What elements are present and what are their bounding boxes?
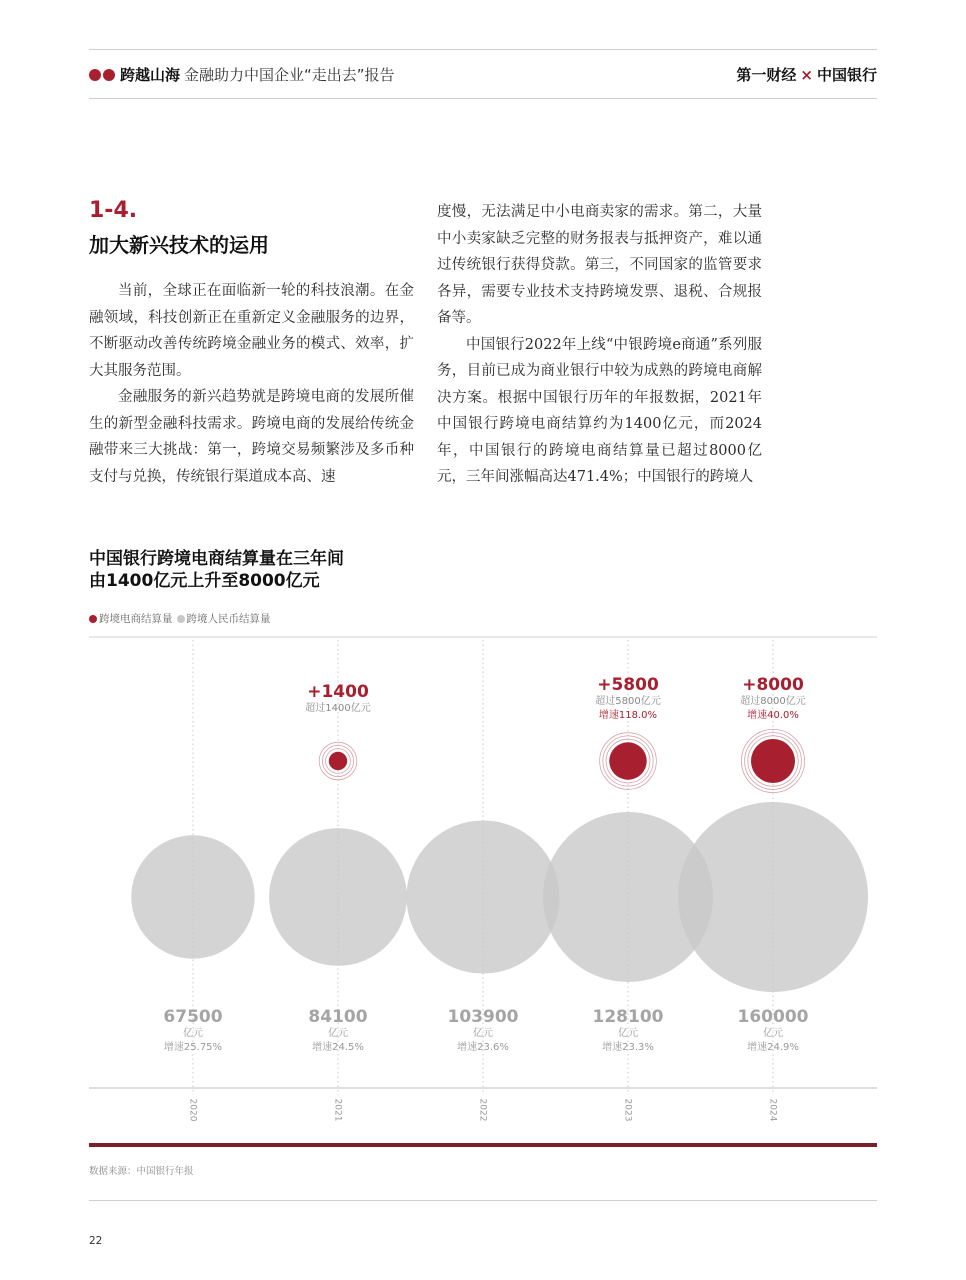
rmb-unit-2023: 亿元 — [618, 1028, 638, 1039]
ecom-bubble-2024 — [751, 739, 795, 783]
data-source: 数据来源：中国银行年报 — [89, 1166, 194, 1177]
legend-label: 跨境人民币结算量 — [186, 613, 271, 625]
rmb-unit-2022: 亿元 — [473, 1028, 493, 1039]
rmb-bubble-2024 — [678, 802, 868, 992]
partner-left: 第一财经 — [736, 66, 797, 84]
year-label-2021: 2021 — [332, 1098, 343, 1122]
page-number: 22 — [89, 1235, 103, 1247]
year-label-2023: 2023 — [622, 1098, 633, 1122]
chart-title-line2: 由1400亿元上升至8000亿元 — [89, 571, 320, 591]
legend-label: 跨境电商结算量 — [99, 613, 173, 625]
rmb-growth-2024: 增速24.9% — [747, 1042, 799, 1053]
rmb-growth-2023: 增速23.3% — [602, 1042, 654, 1053]
section-title: 加大新兴技术的运用 — [89, 233, 269, 257]
ecom-headline-2021: +1400 — [307, 682, 369, 702]
ecom-headline-2024: +8000 — [742, 675, 804, 695]
rmb-value-2024: 160000 — [737, 1007, 809, 1027]
section-number: 1-4. — [89, 198, 138, 223]
year-label-2024: 2024 — [767, 1098, 778, 1122]
ecom-bubble-2023 — [609, 742, 646, 779]
rmb-unit-2021: 亿元 — [328, 1028, 348, 1039]
partner-right: 中国银行 — [816, 66, 877, 84]
rmb-bubble-2021 — [269, 828, 407, 966]
footer-rule — [89, 1200, 877, 1201]
ecom-bubble-2021 — [329, 752, 347, 770]
ecom-note-2024: 超过8000亿元 — [740, 696, 806, 707]
report-title-rest: 金融助力中国企业“走出去”报告 — [184, 66, 395, 84]
rmb-value-2020: 67500 — [163, 1007, 223, 1027]
body-paragraph: 金融服务的新兴趋势就是跨境电商的发展所催生的新型金融科技需求。跨境电商的发展给传统金融带来三大挑战：第一，跨境交易频繁涉及多币种支付与兑换，传统银行渠道成本高、速 — [89, 389, 414, 485]
body-paragraph: 当前，全球正在面临新一轮的科技浪潮。在金融领域，科技创新正在重新定义金融服务的边界，不断驱动改善传统跨境金融业务的模式、效率，扩大其服务范围。 — [89, 283, 414, 379]
rmb-growth-2021: 增速24.5% — [312, 1042, 364, 1053]
rmb-value-2022: 103900 — [447, 1007, 519, 1027]
rmb-bubble-2022 — [406, 820, 559, 973]
rmb-growth-2020: 增速25.75% — [163, 1042, 223, 1053]
chart-title-line1: 中国银行跨境电商结算量在三年间 — [89, 549, 344, 569]
rmb-value-2023: 128100 — [592, 1007, 664, 1027]
ecom-growth-2023: 增速118.0% — [598, 710, 658, 721]
report-title-bold: 跨越山海 — [120, 66, 181, 84]
ecom-note-2023: 超过5800亿元 — [595, 696, 661, 707]
rmb-value-2021: 84100 — [308, 1007, 368, 1027]
chart-bottom-bar — [89, 1143, 877, 1147]
year-label-2020: 2020 — [187, 1098, 198, 1122]
ecom-headline-2023: +5800 — [597, 675, 659, 695]
body-paragraph: 中国银行2022年上线“中银跨境e商通”系列服务，目前已成为商业银行中较为成熟的跨境电商解决方案。根据中国银行历年的年报数据，2021年中国银行跨境电商结算约为1400亿元，而2024年，中国银行的跨境电商结算量已超过8000亿元，三年间涨幅高达471.4%；中国银行的跨境人 — [437, 336, 762, 485]
year-label-2022: 2022 — [477, 1098, 488, 1122]
body-paragraph-continued: 度慢，无法满足中小电商卖家的需求。第二，大量中小卖家缺乏完整的财务报表与抵押资产，难以通过传统银行获得贷款。第三，不同国家的监管要求各异，需要专业技术支持跨境发票、退税、合规报备等。 — [437, 204, 762, 326]
rmb-bubble-2020 — [131, 835, 254, 958]
ecom-note-2021: 超过1400亿元 — [305, 703, 371, 714]
ecom-growth-2024: 增速40.0% — [747, 710, 799, 721]
partner-x-icon: × — [800, 66, 813, 84]
rmb-unit-2020: 亿元 — [183, 1028, 203, 1039]
rmb-unit-2024: 亿元 — [763, 1028, 783, 1039]
rmb-growth-2022: 增速23.6% — [457, 1042, 509, 1053]
